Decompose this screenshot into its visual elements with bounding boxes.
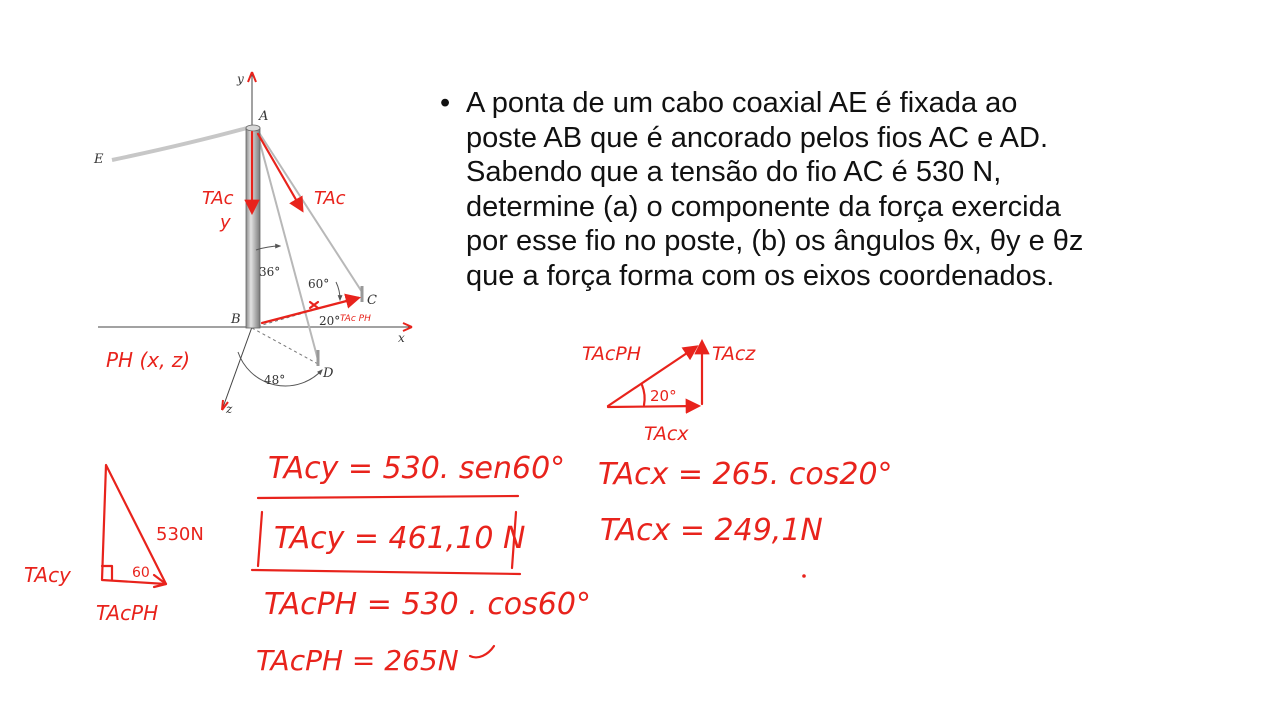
label-point-c: C — [367, 293, 377, 308]
problem-line: que a força forma com os eixos coordenados. — [466, 259, 1055, 292]
equations-left — [252, 451, 591, 677]
label-point-e: E — [94, 152, 104, 167]
label-point-b: B — [231, 312, 241, 327]
vector-sketch — [582, 342, 756, 445]
label-angle-48: 48° — [264, 373, 286, 387]
equation-tacy-sen: TAcy = 530. sen60° — [268, 451, 566, 486]
vec-x-label: TAcx — [644, 423, 689, 445]
force-triangle — [24, 465, 204, 625]
label-axis-z: z — [226, 402, 233, 416]
tac-y-label: TAc — [202, 188, 234, 209]
tri-leg-y-label: TAcy — [24, 563, 71, 587]
bullet-marker: • — [440, 87, 451, 119]
tac-arrow — [258, 134, 302, 210]
arc-60 — [336, 282, 340, 300]
vec-angle-arc — [642, 385, 645, 405]
tac-label: TAc — [314, 188, 346, 209]
label-axis-x: x — [398, 331, 405, 345]
label-axis-y: y — [237, 72, 244, 86]
label-point-d: D — [323, 366, 334, 381]
label-angle-60: 60° — [308, 277, 330, 291]
vec-z-label: TAcz — [712, 343, 756, 365]
problem-line: Sabendo que a tensão do fio AC é 530 N, — [466, 156, 1002, 188]
vec-ph-label: TAcPH — [582, 343, 642, 365]
figure-annotations — [106, 132, 371, 372]
plane-label: PH (x, z) — [106, 348, 191, 372]
label-angle-20: 20° — [319, 314, 341, 328]
ink-dot — [802, 574, 806, 578]
equation-tacph-cos: TAcPH = 530 . cos60° — [264, 587, 591, 622]
tac-y-subscript: y — [220, 212, 231, 233]
cable-ae — [112, 128, 247, 160]
problem-line: A ponta de um cabo coaxial AE é fixada ao — [466, 87, 1018, 119]
problem-line: por esse fio no poste, (b) os ângulos θx, θy e θz — [466, 225, 1084, 257]
equation-tacy-result: TAcy = 461,10 N — [274, 521, 526, 556]
problem-line: determine (a) o componente da força exercida — [466, 190, 1061, 223]
projection-bd — [252, 328, 318, 364]
equation-tacph-result: TAcPH = 265N — [256, 644, 459, 677]
tri-hyp-label: 530N — [156, 524, 204, 545]
tac-ph-small-label: TAc PH — [340, 314, 371, 324]
vec-x-arrow — [608, 406, 698, 407]
pole-top — [246, 125, 260, 131]
equation-tacx-cos: TAcx = 265. cos20° — [598, 457, 893, 492]
box-left-line — [258, 512, 262, 566]
box-top-line — [258, 496, 518, 498]
equations-right — [598, 457, 893, 578]
tri-angle-label: 60 — [132, 565, 150, 581]
label-point-a: A — [259, 109, 269, 124]
vec-angle-label: 20° — [650, 387, 677, 405]
label-angle-36: 36° — [259, 265, 281, 279]
problem-line: poste AB que é ancorado pelos fios AC e AD. — [466, 121, 1048, 154]
box-bottom-line — [252, 570, 520, 574]
check-mark-icon — [470, 646, 494, 657]
equation-tacx-result: TAcx = 249,1N — [600, 513, 823, 548]
tri-leg-ph-label: TAcPH — [96, 601, 159, 625]
wire-ad — [256, 128, 318, 360]
mark-x-icon — [310, 302, 318, 308]
